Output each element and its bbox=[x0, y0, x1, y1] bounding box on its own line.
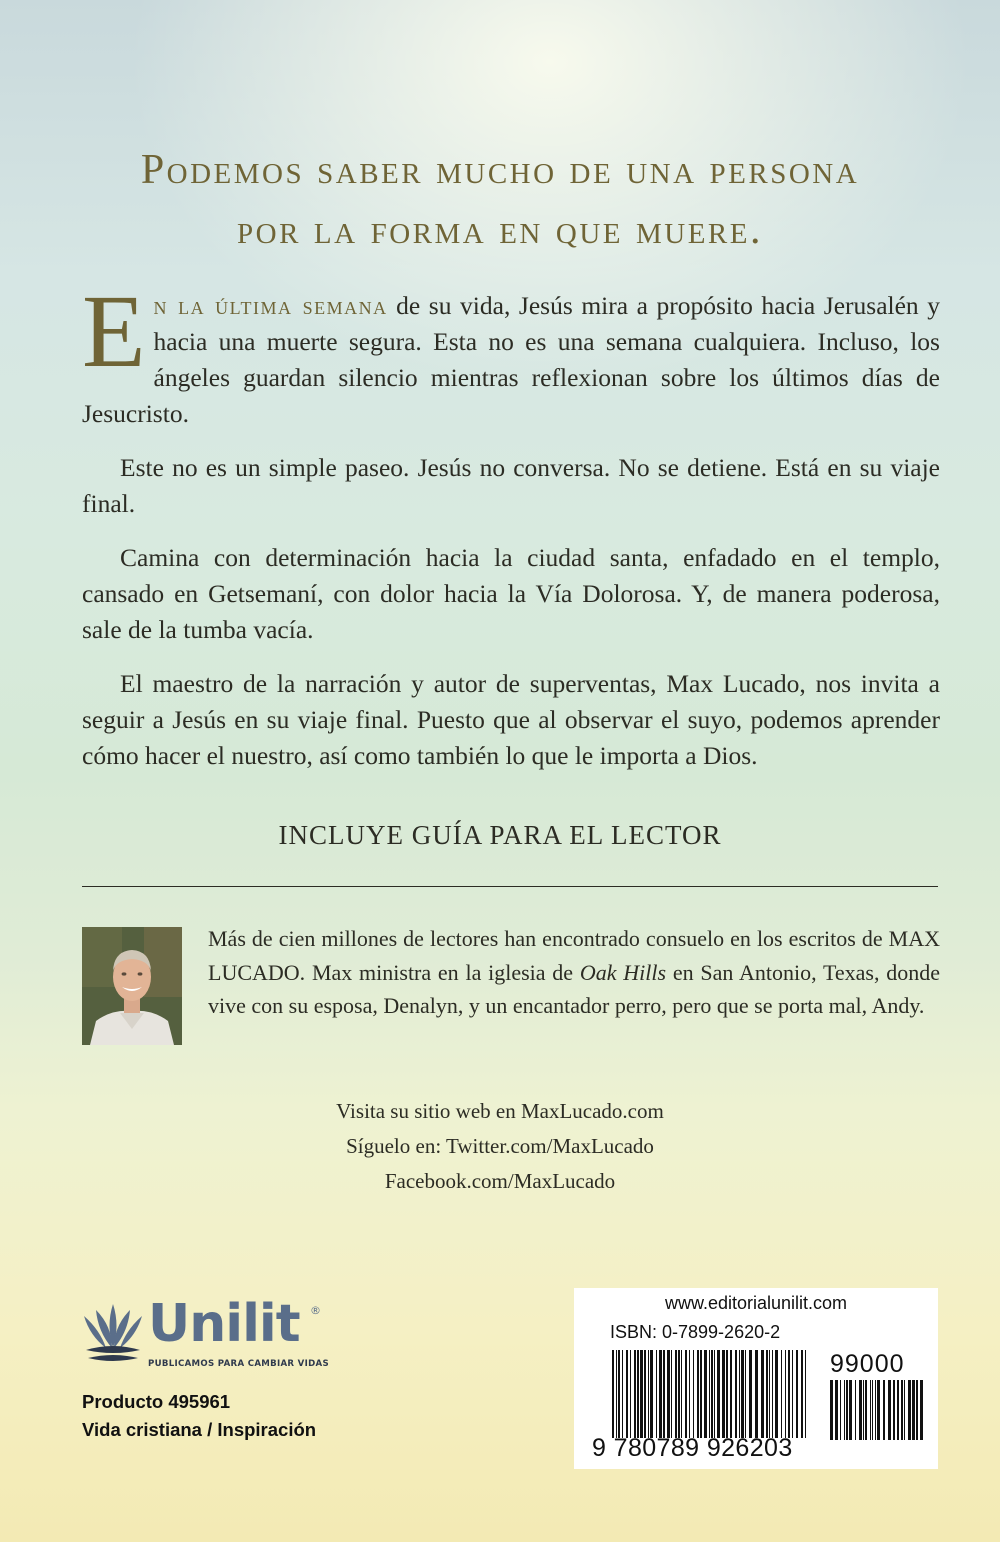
barcode-bar bbox=[626, 1350, 628, 1438]
barcode-bar bbox=[912, 1380, 915, 1440]
barcode-bar bbox=[640, 1350, 643, 1438]
church-name: Oak Hills bbox=[579, 959, 667, 985]
barcode-bar bbox=[711, 1350, 713, 1438]
description-paragraph-2: Este no es un simple paseo. Jesús no conversa. No se detiene. Está en su viaje final. bbox=[82, 453, 940, 518]
barcode-bar bbox=[741, 1350, 744, 1438]
barcode-bar bbox=[870, 1380, 871, 1440]
barcode-bar bbox=[904, 1380, 905, 1440]
drop-cap: E bbox=[82, 274, 146, 389]
barcode-bar bbox=[846, 1380, 848, 1440]
barcode-addon bbox=[830, 1380, 926, 1440]
barcode-bar bbox=[704, 1350, 707, 1438]
barcode-bar bbox=[745, 1350, 746, 1438]
barcode-bar bbox=[755, 1350, 758, 1438]
barcode-bar bbox=[893, 1380, 895, 1440]
barcode-bar bbox=[735, 1350, 737, 1438]
barcode-bar bbox=[678, 1350, 680, 1438]
description-paragraph-1 bbox=[82, 274, 940, 432]
tagline-line-1: Podemos saber mucho de una persona bbox=[140, 147, 860, 193]
barcode-bar bbox=[739, 1350, 740, 1438]
description bbox=[82, 274, 940, 792]
barcode-bar bbox=[637, 1350, 639, 1438]
twitter-link: Síguelo en: Twitter.com/MaxLucado bbox=[346, 1134, 654, 1158]
barcode-bar bbox=[785, 1350, 786, 1438]
barcode-bar bbox=[792, 1350, 793, 1438]
barcode-bar bbox=[901, 1380, 903, 1440]
barcode-bar bbox=[656, 1350, 657, 1438]
barcode-bar bbox=[840, 1380, 841, 1440]
barcode-bar bbox=[872, 1380, 873, 1440]
barcode-bar bbox=[634, 1350, 636, 1438]
barcode-bar bbox=[855, 1380, 856, 1440]
barcode-bar bbox=[618, 1350, 620, 1438]
author-bio bbox=[208, 922, 940, 1023]
tagline-line-2: por la forma en que muere. bbox=[237, 207, 763, 253]
divider bbox=[82, 886, 938, 887]
barcode-bar bbox=[830, 1380, 833, 1440]
isbn: ISBN: 0-7899-2620-2 bbox=[610, 1322, 781, 1342]
barcode-bar bbox=[612, 1350, 614, 1438]
barcode-bar bbox=[749, 1350, 752, 1438]
barcode-bar bbox=[844, 1380, 845, 1440]
lead-in: n la última semana bbox=[153, 291, 388, 320]
barcode-bar bbox=[888, 1380, 891, 1440]
barcode-bar bbox=[693, 1350, 694, 1438]
barcode-bar bbox=[616, 1350, 617, 1438]
product-category: Vida cristiana / Inspiración bbox=[82, 1419, 317, 1440]
barcode-bar bbox=[630, 1350, 631, 1438]
barcode-bar bbox=[730, 1350, 732, 1438]
author-bio-text-2: en San Antonio, Texas, donde vive con su esposa, Denalyn, y un encantador perro, pero que se porta mal, Andy. bbox=[208, 959, 940, 1018]
barcode-bar bbox=[877, 1380, 880, 1440]
barcode-bar bbox=[801, 1350, 803, 1438]
registered-mark: ® bbox=[310, 1304, 321, 1317]
author-photo bbox=[82, 927, 182, 1045]
barcode-bar bbox=[849, 1380, 852, 1440]
barcode-bar bbox=[883, 1380, 885, 1440]
barcode-bar bbox=[717, 1350, 720, 1438]
barcode-bar bbox=[650, 1350, 653, 1438]
barcode-bar bbox=[689, 1350, 690, 1438]
barcode-bar bbox=[671, 1350, 672, 1438]
barcode-box bbox=[574, 1288, 938, 1469]
barcode-bar bbox=[796, 1350, 798, 1438]
publisher-name: Unilit bbox=[148, 1294, 300, 1354]
barcode-bar bbox=[863, 1380, 864, 1440]
barcode-bar bbox=[622, 1350, 623, 1438]
product-info bbox=[82, 1388, 316, 1444]
tagline bbox=[0, 140, 1000, 260]
barcode-bar bbox=[685, 1350, 687, 1438]
ean-number: 9 780789 926203 bbox=[592, 1434, 793, 1462]
unilit-leaf-icon bbox=[82, 1302, 144, 1364]
barcode-bar bbox=[772, 1350, 773, 1438]
barcode-bar bbox=[761, 1350, 764, 1438]
barcode-bar bbox=[897, 1380, 899, 1440]
barcode-bar bbox=[865, 1380, 867, 1440]
barcode-bar bbox=[726, 1350, 728, 1438]
product-number: Producto 495961 bbox=[82, 1391, 231, 1412]
barcode-bar bbox=[920, 1380, 923, 1440]
publisher-slogan: PUBLICAMOS PARA CAMBIAR VIDAS bbox=[148, 1359, 329, 1369]
barcode-bar bbox=[908, 1380, 911, 1440]
author-bio-text-1: Más de cien millones de lectores han encontrado consuelo en los escritos de MAX LUCADO. Max ministra en la iglesia de bbox=[208, 926, 940, 985]
description-paragraph-4: El maestro de la narración y autor de superventas, Max Lucado, nos invita a seguir a Jesús en su viaje final. Puesto que al observar el suyo, podemos aprender cómo hacer el nuestro, así como también lo que le importa a Dios. bbox=[82, 669, 940, 770]
barcode-bar bbox=[775, 1350, 778, 1438]
barcode-bar bbox=[663, 1350, 665, 1438]
barcode-bar bbox=[916, 1380, 918, 1440]
author-links bbox=[0, 1094, 1000, 1199]
publisher-logo bbox=[82, 1294, 342, 1372]
website-link: Visita su sitio web en MaxLucado.com bbox=[336, 1099, 664, 1123]
paragraph-1-text: de su vida, Jesús mira a propósito hacia Jerusalén y hacia una muerte segura. Esta no es una semana cualquiera. Incluso, los ángeles guardan silencio mientras reflexionan sobre los últimos días de Jesucristo. bbox=[82, 291, 940, 428]
barcode-bar bbox=[859, 1380, 862, 1440]
price-code: 99000 bbox=[830, 1350, 905, 1378]
barcode-bar bbox=[644, 1350, 646, 1438]
barcode-bar bbox=[805, 1350, 806, 1438]
barcode-bar bbox=[659, 1350, 662, 1438]
barcode-bar bbox=[835, 1380, 838, 1440]
barcode-bar bbox=[788, 1350, 790, 1438]
publisher-url: www.editorialunilit.com bbox=[664, 1293, 848, 1313]
description-paragraph-3: Camina con determinación hacia la ciudad santa, enfadado en el templo, cansado en Getsemaní, con dolor hacia la Vía Dolorosa. Y, de manera poderosa, sale de la tumba vacía. bbox=[82, 543, 940, 644]
barcode-bar bbox=[648, 1350, 649, 1438]
barcode-main bbox=[612, 1350, 810, 1438]
facebook-link: Facebook.com/MaxLucado bbox=[384, 1169, 616, 1193]
barcode-bar bbox=[700, 1350, 702, 1438]
barcode-bar bbox=[722, 1350, 725, 1438]
barcode-bar bbox=[709, 1350, 710, 1438]
barcode-bar bbox=[875, 1380, 876, 1440]
barcode-bar bbox=[675, 1350, 677, 1438]
barcode-bar bbox=[697, 1350, 699, 1438]
barcode-bar bbox=[766, 1350, 768, 1438]
reader-guide-note: INCLUYE GUÍA PARA EL LECTOR bbox=[278, 820, 722, 850]
barcode-bar bbox=[681, 1350, 682, 1438]
barcode-bar bbox=[769, 1350, 770, 1438]
barcode-bar bbox=[714, 1350, 715, 1438]
barcode-bar bbox=[667, 1350, 670, 1438]
barcode-bar bbox=[781, 1350, 782, 1438]
